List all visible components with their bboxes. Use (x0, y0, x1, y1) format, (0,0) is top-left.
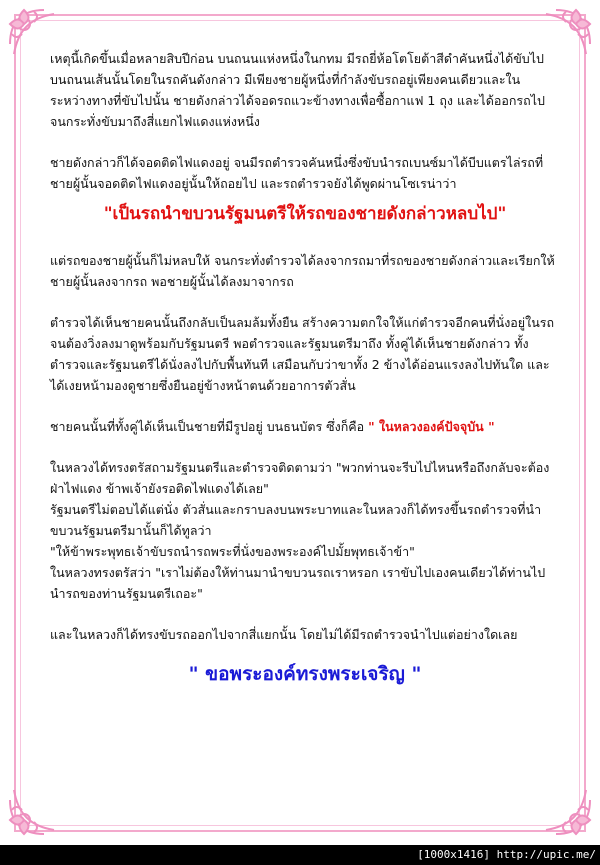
paragraph-king-reply: ในหลวงทรงตรัสว่า "เราไม่ต้องให้ท่านมานำขบวนรถเราหรอก เราขับไปเองคนเดียวได้ท่านไปนำรถของท่านรัฐมนตรีเถอะ" (50, 565, 546, 601)
reveal-highlight: " ในหลวงองค์ปัจจุบัน " (368, 419, 495, 434)
police-quote: "เป็นรถนำขบวนรัฐมนตรีให้รถของชายดังกล่าวหลบไป" (103, 204, 507, 224)
paragraph-minister-reaction: รัฐมนตรีไม่ตอบได้แต่นั่ง ตัวสั่นและกราบลงบนพระบาทและในหลวงก็ได้ทรงขึ้นรถตำรวจที่นำขบวนรัฐมนตรีมานั้นก็ได้ทูลว่า (50, 502, 542, 538)
paragraph-police-offer: "ให้ข้าพระพุทธเจ้าขับรถนำรถพระที่นั่งของพระองค์ไปมั้ยพุทธเจ้าข้า" (50, 544, 415, 559)
paragraph-ending: และในหลวงก็ได้ทรงขับรถออกไปจากสี่แยกนั้น โดยไม่ได้มีรถตำรวจนำไปแต่อย่างใดเลย (50, 627, 518, 642)
paragraph-refuse: แต่รถของชายผู้นั้นก็ไม่หลบให้ จนกระทั่งตำรวจได้ลงจากรถมาที่รถของชายดังกล่าวและเรียกให้ชายผู้นั้นลงจากรถ พอชายผู้นั้นได้ลงมาจากรถ (50, 253, 555, 289)
paragraph-king-question: ในหลวงได้ทรงตรัสถามรัฐมนตรีและตำรวจติดตามว่า "พวกท่านจะรีบไปไหนหรือถึงกลับจะต้องฝ่าไฟแดง ข้าพเจ้ายังรอติดไฟแดงได้เลย" (50, 460, 550, 496)
corner-ornament-bottom-left (4, 778, 66, 840)
story-body (50, 48, 560, 687)
corner-ornament-bottom-right (534, 778, 596, 840)
paragraph-reveal (50, 416, 560, 437)
paragraph-traffic-light: ชายดังกล่าวก็ได้จอดติดไฟแดงอยู่ จนมีรถตำรวจคันหนึ่งซึ่งขับนำรถเบนซ์มาได้บีบแตรไล่รถที่ชายผู้นั้นจอดติดไฟแดงอยู่นั้นให้ถอยไป และรถตำรวจยังได้พูดผ่านโซเรน่าว่า (50, 155, 544, 191)
paragraph-recognition: ตำรวจได้เห็นชายคนนั้นถึงกลับเป็นลมล้มทั้งยืน สร้างความตกใจให้แก่ตำรวจอีกคนที่นั่งอยู่ในรถ จนต้องวิ่งลงมาดูพร้อมกับรัฐมนตรี พอตำรวจและรัฐมนตรีมาถึง ทั้งคู่ได้เห็นชายดังกล่าว ทั้งตำรวจและรัฐมนตรีได้นั่งลงไปกับพื้นทันที เสมือนกับว่าขาทั้ง 2 ข้างได้อ่อนแรงลงไปทันใด และได้เงยหน้ามองดูชายซึ่งยืนอยู่ข้างหน้าตนด้วยอาการตัวสั่น (50, 315, 555, 393)
reveal-text: ชายคนนั้นที่ทั้งคู่ได้เห็นเป็นชายที่มีรูปอยู่ บนธนบัตร ซึ่งก็คือ (50, 419, 369, 434)
image-host-footer: [1000x1416] http://upic.me/ (0, 845, 600, 865)
closing-blessing: " ขอพระองค์ทรงพระเจริญ " (188, 663, 422, 685)
paragraph-intro: เหตุนี้เกิดขึ้นเมื่อหลายสิบปีก่อน บนถนนแห่งหนึ่งในกทม มีรถยี่ห้อโตโยต้าสีดำคันหนึ่งได้ขับไปบนถนนเส้นนั้นโดยในรถคันดังกล่าว มีเพียงชายผู้หนึ่งที่กำลังขับรถอยู่เพียงคนเดียวและในระหว่างทางที่ขับไปนั้น ชายดังกล่าวได้จอดรถแวะข้างทางเพื่อซื้อกาแฟ 1 ถุง และได้ออกรถไปจนกระทั่งขับมาถึงสี่แยกไฟแดงแห่งหนึ่ง (50, 51, 545, 129)
